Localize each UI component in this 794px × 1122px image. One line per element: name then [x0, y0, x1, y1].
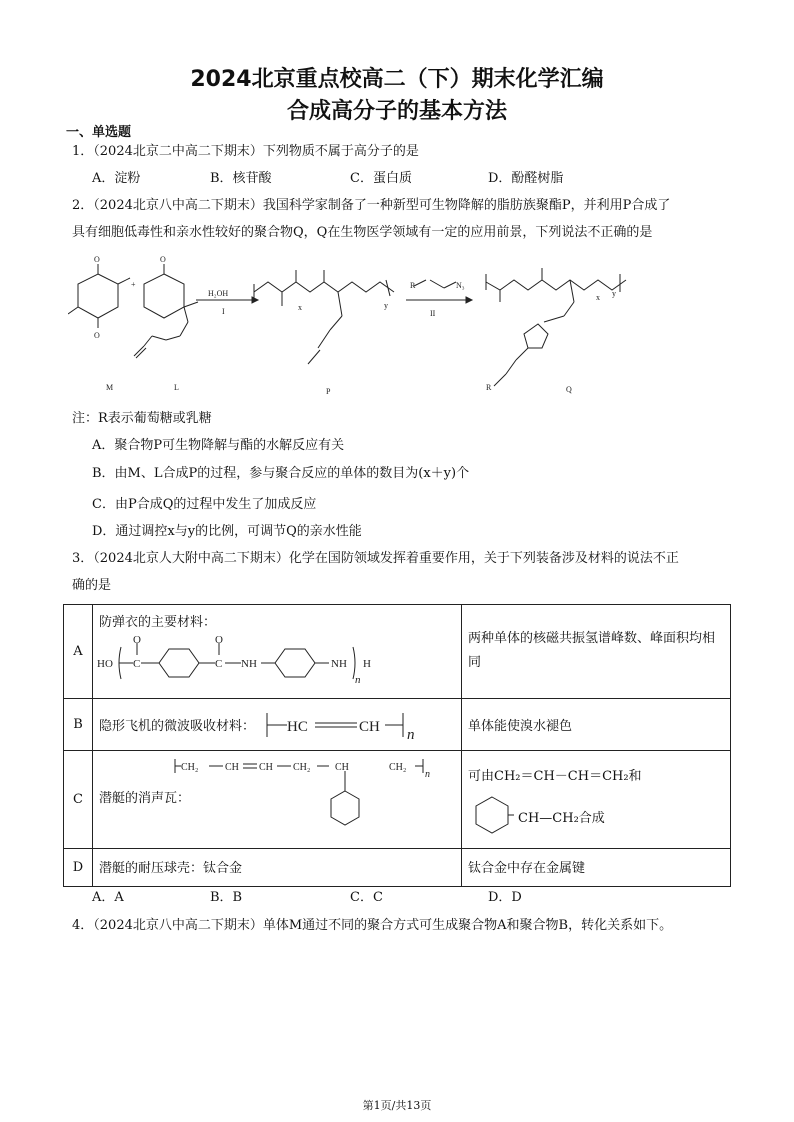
kevlar-O1: O [133, 635, 141, 646]
question-1-stem: 1．（2024北京二中高二下期末）下列物质不属于高分子的是 [72, 144, 419, 159]
statement-text: 两种单体的核磁共振氢谱峰数、峰面积均相同 [468, 631, 716, 670]
material-cell [93, 605, 462, 699]
kevlar-O2: O [215, 635, 223, 646]
reagent-1: H₂OH [208, 289, 229, 298]
q2-option-b: B．由M、L合成P的过程，参与聚合反应的单体的数目为(x＋y)个 [92, 466, 470, 481]
q2-option-c: C．由P合成Q的过程中发生了加成反应 [92, 497, 317, 512]
kevlar-NH2: NH [331, 658, 347, 670]
material-cell [93, 699, 462, 751]
table-row [64, 605, 731, 699]
statement-cell [462, 849, 731, 887]
Q-y-subscript: y [612, 289, 616, 298]
q1-option-a: A．淀粉 [92, 171, 141, 186]
table-row [64, 849, 731, 887]
statement-line2: CH—CH₂合成 [518, 811, 605, 826]
page-footer: 第1页/共13页 [362, 1099, 432, 1112]
row-label: D [64, 849, 93, 887]
table-row [64, 751, 731, 849]
rubber-n: n [425, 769, 430, 780]
polyacetylene-structure [265, 707, 435, 743]
statement-cell [462, 751, 731, 849]
rubber-structure [173, 755, 457, 845]
step-2-label: II [430, 309, 436, 318]
kevlar-n: n [355, 674, 361, 686]
label-L: L [174, 383, 179, 392]
polyacetylene-HC: HC [287, 719, 308, 735]
question-3-stem-line2: 确的是 [72, 578, 112, 593]
styrene-benzene-ring [470, 795, 514, 835]
materials-table [63, 604, 731, 887]
label-P: P [326, 387, 331, 396]
kevlar-C2: C [215, 658, 223, 670]
material-text: 防弹衣的主要材料： [99, 615, 217, 630]
material-text: 隐形飞机的微波吸收材料： [99, 719, 256, 734]
reaction-scheme [68, 252, 728, 400]
plus-sign: + [131, 280, 136, 289]
Q-x-subscript: x [596, 293, 600, 302]
kevlar-C1: C [133, 658, 141, 670]
question-4-stem: 4．（2024北京八中高二下期末）单体M通过不同的聚合方式可生成聚合物A和聚合物B，转化关系如下。 [72, 918, 673, 933]
q2-option-a: A．聚合物P可生物降解与酯的水解反应有关 [92, 438, 345, 453]
statement-line1: 可由CH₂＝CH－CH＝CH₂和 [468, 769, 642, 784]
kevlar-NH1: NH [241, 658, 257, 670]
M-oxygen-bottom: O [94, 331, 100, 340]
section-heading: 一、单选题 [66, 125, 132, 140]
M-oxygen-top: O [94, 255, 100, 264]
q3-option-d: D．D [488, 890, 522, 905]
rubber-CH-1: CH [225, 762, 239, 773]
statement-text: 单体能使溴水褪色 [468, 719, 573, 734]
q1-option-c: C．蛋白质 [350, 171, 412, 186]
kevlar-H: H [363, 658, 371, 670]
kevlar-HO: HO [97, 658, 113, 670]
label-Q: Q [566, 385, 572, 394]
rubber-CH2-1: CH₂ [181, 762, 199, 773]
statement-cell [462, 605, 731, 699]
rubber-CH-2: CH [259, 762, 273, 773]
table-row [64, 699, 731, 751]
q3-option-c: C．C [350, 890, 383, 905]
statement-cell [462, 699, 731, 751]
material-text: 潜艇的耐压球壳：钛合金 [99, 861, 243, 876]
P-x-subscript: x [298, 303, 302, 312]
question-2-stem-line2: 具有细胞低毒性和亲水性较好的聚合物Q，Q在生物医学领域有一定的应用前景，下列说法不正确的是 [72, 225, 653, 240]
polyacetylene-CH: CH [359, 719, 380, 735]
row-label: C [64, 751, 93, 849]
label-M: M [106, 383, 114, 392]
polyacetylene-n: n [407, 727, 415, 743]
q2-option-d: D．通过调控x与y的比例，可调节Q的亲水性能 [92, 524, 362, 539]
q1-option-d: D．酚醛树脂 [488, 171, 564, 186]
q3-option-b: B．B [210, 890, 243, 905]
document-title-line1: 2024北京重点校高二（下）期末化学汇编 [190, 67, 604, 92]
q3-option-a: A．A [92, 890, 124, 905]
rubber-CH2-2: CH₂ [293, 762, 311, 773]
material-cell [93, 849, 462, 887]
question-2-note: 注：R表示葡萄糖或乳糖 [72, 411, 212, 426]
question-2-stem-line1: 2．（2024北京八中高二下期末）我国科学家制备了一种新型可生物降解的脂肪族聚酯P，并利用P合成了 [72, 198, 671, 213]
rubber-CH2-3: CH₂ [389, 762, 407, 773]
statement-text: 钛合金中存在金属键 [468, 861, 586, 876]
row-label: B [64, 699, 93, 751]
row-label: A [64, 605, 93, 699]
R-group-label: R [410, 281, 416, 290]
material-text: 潜艇的消声瓦： [99, 791, 191, 806]
step-1-label: I [222, 307, 225, 316]
rubber-CH-3: CH [335, 762, 349, 773]
L-oxygen-top: O [160, 255, 166, 264]
question-3-stem-line1: 3．（2024北京人大附中高二下期末）化学在国防领域发挥着重要作用，关于下列装备涉及材料的说法不正 [72, 551, 679, 566]
q1-option-b: B．核苷酸 [210, 171, 272, 186]
document-title-line2: 合成高分子的基本方法 [286, 99, 507, 124]
material-cell [93, 751, 462, 849]
kevlar-structure [97, 635, 397, 687]
P-y-subscript: y [384, 301, 388, 310]
Q-R-label: R [486, 383, 492, 392]
azide-label: N₃ [456, 281, 465, 290]
